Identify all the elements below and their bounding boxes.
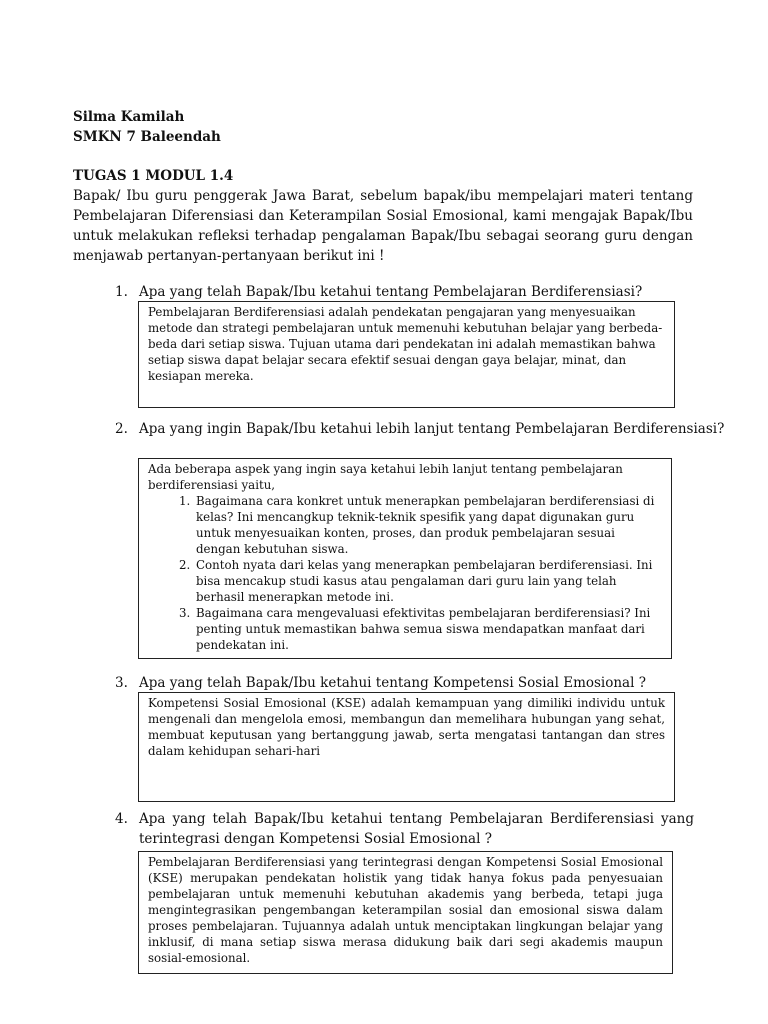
list-item: 2. Contoh nyata dari kelas yang menerapkan pembelajaran berdiferensiasi. Ini bisa mencakup studi kasus atau pengalaman dari guru lain yang telah berhasil menerapkan metode ini.	[194, 557, 662, 605]
question-1	[115, 282, 715, 302]
question-3	[115, 673, 715, 693]
school-name: SMKN 7 Baleendah	[73, 129, 221, 145]
answer-text: Pembelajaran Berdiferensiasi adalah pendekatan pengajaran yang menyesuaikan metode dan strategi pembelajaran untuk memenuhi kebutuhan belajar yang berbeda-beda dari setiap siswa. Tujuan utama dari pendekatan ini adalah memastikan bahwa setiap siswa dapat belajar secara efektif sesuai dengan gaya belajar, minat, dan kesiapan mereka.	[148, 305, 663, 383]
question-4	[115, 809, 694, 849]
answer-box-2	[138, 458, 672, 659]
question-text: Apa yang telah Bapak/Ibu ketahui tentang Kompetensi Sosial Emosional ?	[139, 675, 646, 691]
task-title: TUGAS 1 MODUL 1.4	[73, 168, 234, 184]
answer-box-4	[138, 851, 673, 974]
answer-list	[148, 493, 662, 653]
answer-text: Pembelajaran Berdiferensiasi yang terintegrasi dengan Kompetensi Sosial Emosional (KSE) merupakan pendekatan holistik yang tidak hanya fokus pada penyesuaian pembelajaran untuk memenuhi kebutuhan akademis yang berbeda, tetapi juga mengintegrasikan pengembangan keterampilan sosial dan emosional siswa dalam proses pembelajaran. Tujuannya adalah untuk menciptakan lingkungan belajar yang inklusif, di mana setiap siswa merasa didukung baik dari segi akademis maupun sosial-emosional.	[148, 855, 663, 965]
question-line-1	[115, 809, 694, 829]
answer-intro: Ada beberapa aspek yang ingin saya ketahui lebih lanjut tentang pembelajaran berdiferensiasi yaitu,	[148, 462, 623, 492]
list-item: 3. Bagaimana cara mengevaluasi efektivitas pembelajaran berdiferensiasi? Ini penting untuk memastikan bahwa semua siswa mendapatkan manfaat dari pendekatan ini.	[194, 605, 662, 653]
list-item: 1. Bagaimana cara konkret untuk menerapkan pembelajaran berdiferensiasi di kelas? Ini mencangkup teknik-teknik spesifik yang dapat digunakan guru untuk menyesuaikan konten, proses, dan produk pembelajaran sesuai dengan kebutuhan siswa.	[194, 493, 662, 557]
question-number: 1.	[115, 284, 128, 300]
author-name: Silma Kamilah	[73, 109, 185, 125]
answer-box-1	[138, 301, 675, 408]
question-line-2: terintegrasi dengan Kompetensi Sosial Emosional ?	[139, 831, 492, 847]
intro-paragraph: Bapak/ Ibu guru penggerak Jawa Barat, sebelum bapak/ibu mempelajari materi tentang Pembelajaran Diferensiasi dan Keterampilan Sosial Emosional, kami mengajak Bapak/Ibu untuk melakukan refleksi terhadap pengalaman Bapak/Ibu sebagai seorang guru dengan menjawab pertanyan-pertanyaan berikut ini !	[73, 188, 693, 264]
question-text: Apa yang telah Bapak/Ibu ketahui tentang Pembelajaran Berdiferensiasi yang	[139, 811, 694, 827]
question-2	[115, 419, 755, 439]
answer-text: Kompetensi Sosial Emosional (KSE) adalah kemampuan yang dimiliki individu untuk mengenali dan mengelola emosi, membangun dan memelihara hubungan yang sehat, membuat keputusan yang bertanggung jawab, serta mengatasi tantangan dan stres dalam kehidupan sehari-hari	[148, 696, 665, 758]
question-number: 4.	[115, 811, 128, 827]
answer-box-3	[138, 692, 675, 802]
question-number: 3.	[115, 675, 128, 691]
question-text: Apa yang telah Bapak/Ibu ketahui tentang Pembelajaran Berdiferensiasi?	[139, 284, 643, 300]
question-text: Apa yang ingin Bapak/Ibu ketahui lebih lanjut tentang Pembelajaran Berdiferensiasi?	[139, 421, 725, 437]
question-number: 2.	[115, 421, 128, 437]
